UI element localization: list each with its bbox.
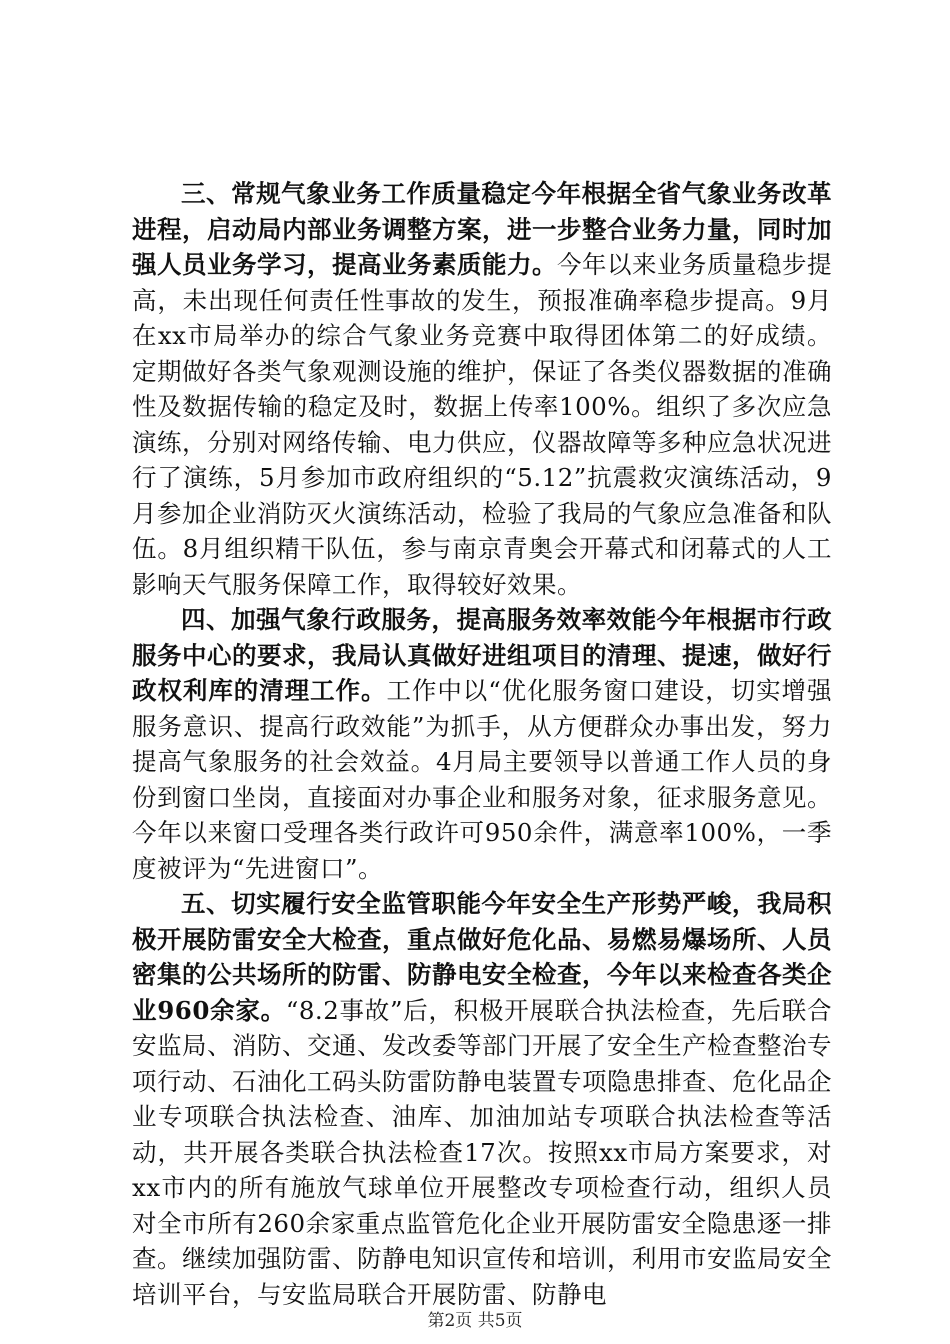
paragraph-body-text: 今年以来业务质量稳步提高，未出现任何责任性事故的发生，预报准确率稳步提高。9月在xx市局举办的综合气象业务竞赛中取得团体第二的好成绩。定期做好各类气象观测设施的维护，保证了各类仪器数据的准确性及数据传输的稳定及时，数据上传率100%。组织了多次应急演练，分别对网络传输、电力供应，仪器故障等多种应急状况进行了演练，5月参加市政府组织的“5.12”抗震救灾演练活动，9月参加企业消防灭火演练活动，检验了我局的气象应急准备和队伍。8月组织精干队伍，参与南京青奥会开幕式和闭幕式的人工影响天气服务保障工作，取得较好效果。: [132, 250, 832, 599]
paragraph-body-text: “8.2事故”后，积极开展联合执法检查，先后联合安监局、消防、交通、发改委等部门开展了安全生产检查整治专项行动、石油化工码头防雷防静电装置专项隐患排查、危化品企业专项联合执法检查、油库、加油加站专项联合执法检查等活动，共开展各类联合执法检查17次。按照xx市局方案要求，对xx市内的所有施放气球单位开展整改专项检查行动，组织人员对全市所有260余家重点监管危化企业开展防雷安全隐患逐一排查。继续加强防雷、防静电知识宣传和培训，利用市安监局安全培训平台，与安监局联合开展防雷、防静电: [132, 995, 832, 1309]
paragraph-section-4: [132, 602, 832, 886]
paragraph-body-text: 工作中以“优化服务窗口建设，切实增强服务意识、提高行政效能”为抓手，从方便群众办事出发，努力提高气象服务的社会效益。4月局主要领导以普通工作人员的身份到窗口坐岗，直接面对办事企业和服务对象，征求服务意见。今年以来窗口受理各类行政许可950余件，满意率100%，一季度被评为“先进窗口”。: [132, 676, 832, 883]
paragraph-lead-text: 四、加强气象行政服务，提高服务效率效能今年根据市行政服务中心的要求，我局认真做好进组项目的清理、提速，做好行政权利库的清理工作。: [132, 605, 832, 705]
paragraph-lead-text: 五、切实履行安全监管职能今年安全生产形势严峻，我局积极开展防雷安全大检查，重点做好危化品、易燃易爆场所、人员密集的公共场所的防雷、防静电安全检查，今年以来检查各类企业960余家。: [132, 889, 832, 1025]
paragraph-section-3: [132, 176, 832, 602]
document-body: [132, 176, 832, 1312]
paragraph-lead-text: 三、常规气象业务工作质量稳定今年根据全省气象业务改革进程，启动局内部业务调整方案，进一步整合业务力量，同时加强人员业务学习，提高业务素质能力。: [132, 179, 832, 279]
page-number-footer: 第2页 共5页: [427, 1311, 523, 1331]
paragraph-section-5: [132, 886, 832, 1312]
